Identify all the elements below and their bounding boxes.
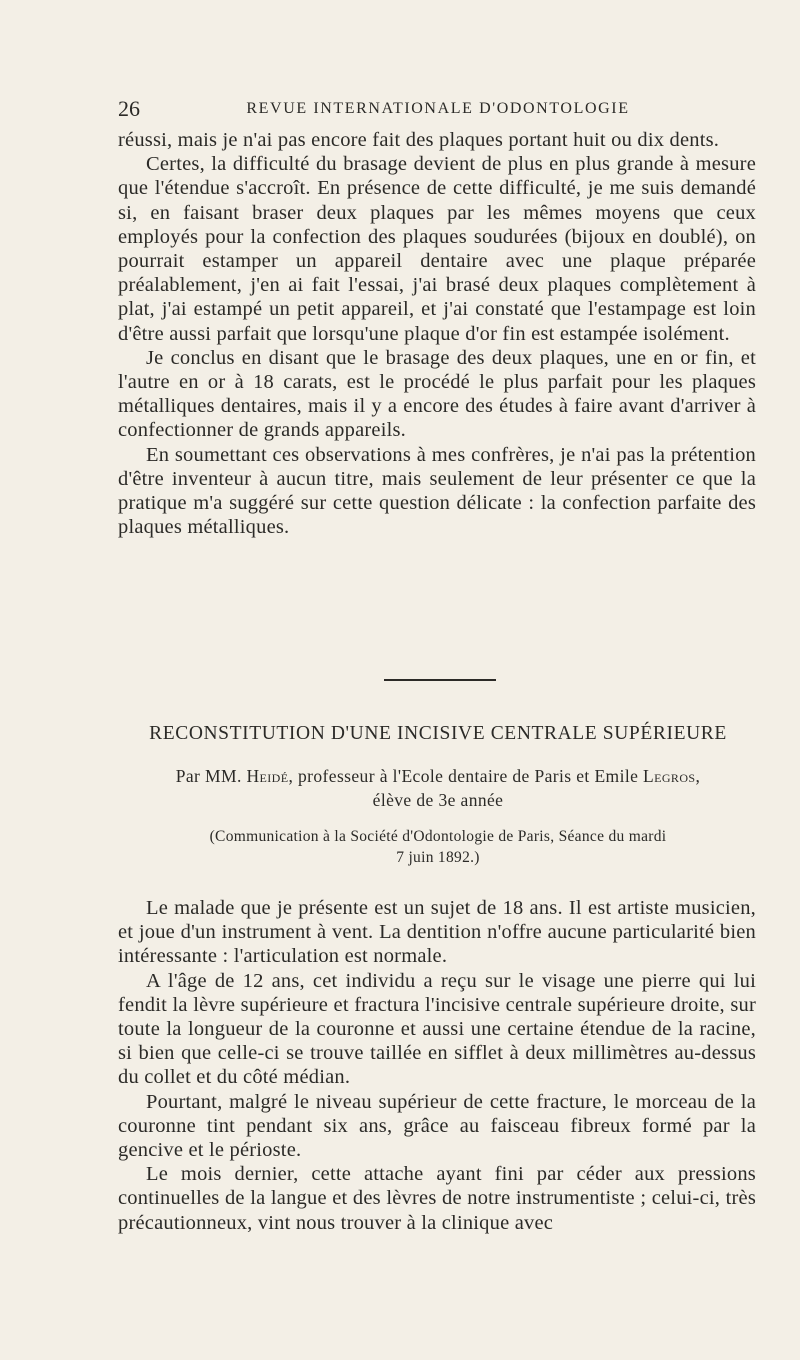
author-role: , professeur à l'Ecole dentaire de Paris et Emile <box>288 766 639 786</box>
paragraph: Pourtant, malgré le niveau supérieur de cette fracture, le morceau de la couronne tint pendant six ans, grâce au faisceau fibreux formé par la gencive et le périoste. <box>118 1090 756 1162</box>
citation-line: 7 juin 1892.) <box>396 849 480 866</box>
citation <box>118 826 758 868</box>
citation-line: (Communication à la Société d'Odontologie de Paris, Séance du mardi <box>209 828 667 845</box>
author-name: Legros <box>643 766 696 786</box>
previous-article-conclusion <box>118 128 756 539</box>
paragraph: Le malade que je présente est un sujet de 18 ans. Il est artiste musicien, et joue d'un instrument à vent. La dentition n'offre aucune particularité bien intéressante : l'articulation est normale. <box>118 897 756 968</box>
page-number: 26 <box>118 96 140 121</box>
byline-line-1 <box>118 764 758 788</box>
author-role: , <box>695 766 701 786</box>
paragraph: Le mois dernier, cette attache ayant fini par céder aux pressions continuelles de la langue et des lèvres de notre instrumentiste ; celui-ci, très précautionneux, vint nous trouver à la clinique avec <box>118 1163 756 1234</box>
paragraph: A l'âge de 12 ans, cet individu a reçu sur le visage une pierre qui lui fendit la lèvre supérieure et fractura l'incisive centrale supérieure droite, sur toute la longueur de la couronne et aussi une certaine étendue de la racine, si bien que celle-ci se trouve taillée en sifflet à deux millimètres au-dessus du collet et du côté médian. <box>118 969 756 1089</box>
byline-line-2: élève de 3e année <box>372 790 504 810</box>
article-title: RECONSTITUTION D'UNE INCISIVE CENTRALE SUPÉRIEURE <box>149 723 727 744</box>
paragraph: Je conclus en disant que le brasage des deux plaques, une en or fin, et l'autre en or à 18 carats, est le procédé le plus parfait pour les plaques métalliques dentaires, mais il y a encore des études à faire avant d'arriver à confectionner de grands appareils. <box>118 346 756 442</box>
byline-prefix: Par MM. <box>175 766 242 786</box>
paragraph: Certes, la difficulté du brasage devient de plus en plus grande à mesure que l'étendue s'accroît. En présence de cette difficulté, je me suis demandé si, en faisant braser deux plaques par les mêmes moyens que ceux employés pour la confection des plaques soudurées (bijoux en doublé), on pourrait estamper un appareil dentaire avec une plaque préparée préalablement, j'en ai fait l'essai, j'ai brasé deux plaques complètement à plat, j'ai estampé un petit appareil, et j'ai constaté que l'estampage est loin d'être aussi parfait que lorsqu'une plaque d'or fin est estampée isolément. <box>118 153 756 345</box>
running-title: REVUE INTERNATIONALE D'ODONTOLOGIE <box>246 100 630 117</box>
section-divider <box>384 679 496 681</box>
article-body <box>118 896 756 1235</box>
paragraph: En soumettant ces observations à mes confrères, je n'ai pas la prétention d'être inventeur à aucun titre, mais seulement de leur présenter ce que la pratique m'a suggéré sur cette question délicate : la confection parfaite des plaques métalliques. <box>118 443 756 539</box>
author-name: Heidé <box>246 766 289 786</box>
page-header <box>118 96 758 120</box>
paragraph: réussi, mais je n'ai pas encore fait des plaques portant huit ou dix dents. <box>118 129 720 151</box>
byline <box>118 764 758 812</box>
